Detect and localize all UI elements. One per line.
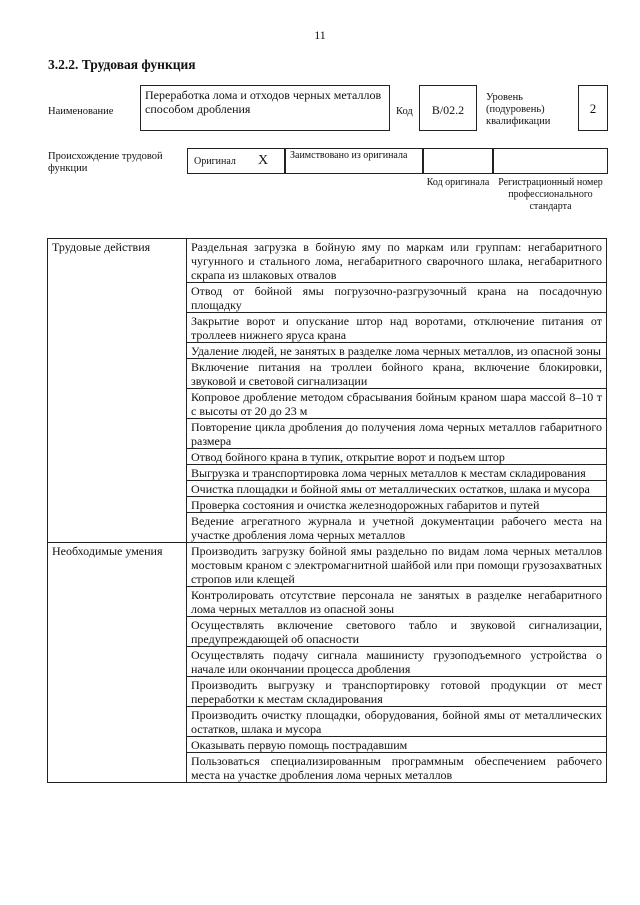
name-label: Наименование <box>48 106 114 117</box>
origin-code-caption: Код оригинала <box>426 177 490 188</box>
item-cell: Производить очистку площадки, оборудования, бойной ямы от металлических остатков, шлака и мусора <box>187 707 607 737</box>
level-label: Уровень (подуровень) квалификации <box>486 92 551 127</box>
level-box <box>578 85 608 131</box>
item-cell: Оказывать первую помощь пострадавшим <box>187 737 607 753</box>
item-cell: Раздельная загрузка в бойную яму по маркам или группам: негабаритного чугунного и стального лома, негабаритного сварочного шлака, негабаритного скрапа из шлаковых отвалов <box>187 239 607 283</box>
table-row <box>48 239 607 283</box>
item-cell: Отвод бойного крана в тупик, открытие ворот и подъем штор <box>187 449 607 465</box>
page-number: 11 <box>314 28 326 42</box>
item-cell: Выгрузка и транспортировка лома черных металлов к местам складирования <box>187 465 607 481</box>
function-table <box>47 238 607 783</box>
item-cell: Производить загрузку бойной ямы раздельно по видам лома черных металлов мостовым краном с электромагнитной шайбой или при помощи грузозахватных стропов или клещей <box>187 543 607 587</box>
item-cell: Удаление людей, не занятых в разделке лома черных металлов, из опасной зоны <box>187 343 607 359</box>
section-title: 3.2.2. Трудовая функция <box>48 57 196 72</box>
category-cell: Необходимые умения <box>48 543 187 783</box>
code-label: Код <box>396 106 413 117</box>
original-label: Оригинал <box>194 156 236 167</box>
borrowed-label: Заимствовано из оригинала <box>290 150 408 161</box>
borrowed-box <box>285 148 423 174</box>
item-cell: Производить выгрузку и транспортировку готовой продукции от мест переработки к местам складирования <box>187 677 607 707</box>
table-row <box>48 543 607 587</box>
function-name: Переработка лома и отходов черных металлов способом дробления <box>145 88 382 116</box>
item-cell: Проверка состояния и очистка железнодорожных габаритов и путей <box>187 497 607 513</box>
item-cell: Включение питания на троллеи бойного крана, включение блокировки, звуковой и световой сигнализации <box>187 359 607 389</box>
item-cell: Пользоваться специализированным программным обеспечением рабочего места на участке дробления лома черных металлов <box>187 753 607 783</box>
origin-label: Происхождение трудовой функции <box>48 151 163 174</box>
original-box <box>187 148 285 174</box>
origin-code-box <box>423 148 493 174</box>
function-name-box <box>140 85 390 131</box>
category-cell: Трудовые действия <box>48 239 187 543</box>
registration-number-caption: Регистрационный номер профессионального стандарта <box>498 177 603 212</box>
item-cell: Осуществлять подачу сигнала машинисту грузоподъемного устройства о начале или окончании процесса дробления <box>187 647 607 677</box>
item-cell: Очистка площадки и бойной ямы от металлических остатков, шлака и мусора <box>187 481 607 497</box>
item-cell: Контролировать отсутствие персонала не занятых в разделке негабаритного лома черных металлов из опасной зоны <box>187 587 607 617</box>
registration-number-box <box>493 148 608 174</box>
item-cell: Отвод от бойной ямы погрузочно-разгрузочный крана на посадочную площадку <box>187 283 607 313</box>
item-cell: Повторение цикла дробления до получения лома черных металлов габаритного размера <box>187 419 607 449</box>
code-value: B/02.2 <box>431 103 465 117</box>
item-cell: Копровое дробление методом сбрасывания бойным краном шара массой 8–10 т с высоты от 20 до 23 м <box>187 389 607 419</box>
item-cell: Осуществлять включение светового табло и звуковой сигнализации, предупреждающей об опасности <box>187 617 607 647</box>
item-cell: Закрытие ворот и опускание штор над воротами, отключение питания от троллеев нижнего яруса крана <box>187 313 607 343</box>
level-value: 2 <box>589 101 597 116</box>
original-mark: X <box>258 153 269 168</box>
item-cell: Ведение агрегатного журнала и учетной документации рабочего места на участке дробления лома черных металлов <box>187 513 607 543</box>
code-box <box>419 85 477 131</box>
